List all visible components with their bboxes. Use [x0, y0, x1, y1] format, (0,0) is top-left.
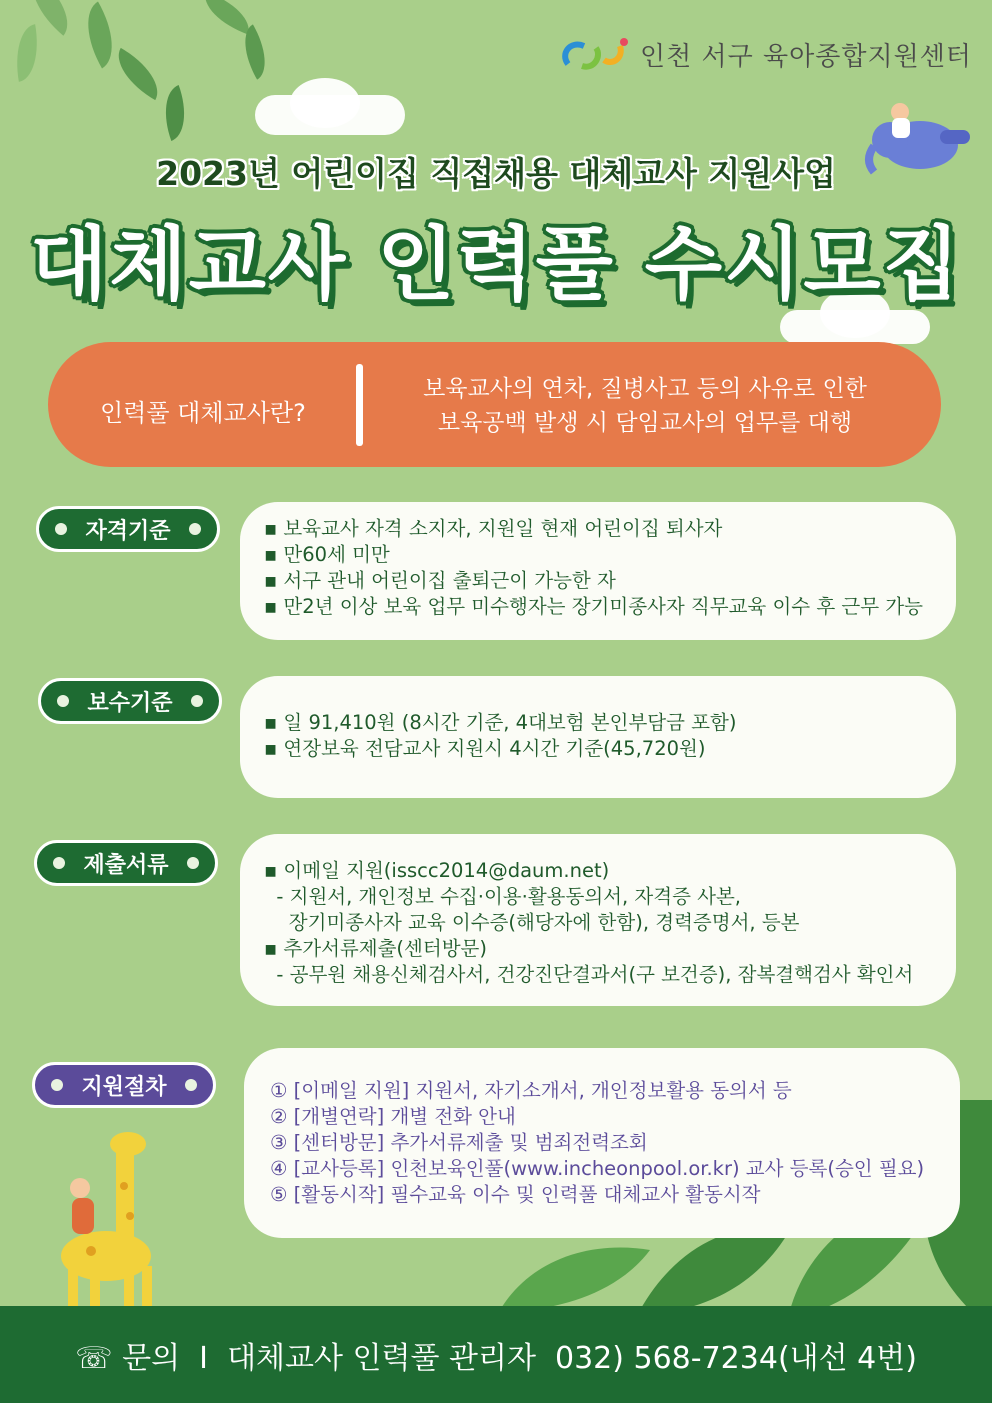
- section-label-text: 보수기준: [87, 690, 173, 716]
- list-item: ▪ 서구 관내 어린이집 출퇴근이 가능한 자: [264, 569, 616, 592]
- list-item: - 공무원 채용신체검사서, 건강진단결과서(구 보건증), 잠복결핵검사 확인서: [264, 963, 914, 986]
- list-item: ④ [교사등록] 인천보육인풀(www.incheonpool.or.kr) 교사 등록(승인 필요): [270, 1157, 925, 1180]
- intro-answer-line: 보육교사의 연차, 질병사고 등의 사유로 인한: [423, 376, 867, 402]
- cloud-top-bump: [290, 78, 360, 128]
- procedure-card: [244, 1048, 960, 1238]
- section-label-procedure: [32, 1062, 216, 1108]
- list-item: 장기미종사자 교육 이수증(해당자에 한함), 경력증명서, 등본: [264, 911, 800, 934]
- org-logo-icon: [560, 34, 632, 74]
- section-label-text: 제출서류: [83, 852, 169, 878]
- list-item: ▪ 보육교사 자격 소지자, 지원일 현재 어린이집 퇴사자: [264, 517, 723, 540]
- page-subtitle: 2023년 어린이집 직접채용 대체교사 지원사업: [156, 154, 836, 193]
- footer-contact: ☏ 문의 I 대체교사 인력풀 관리자 032) 568-7234(내선 4번): [75, 1341, 917, 1376]
- list-item: ③ [센터방문] 추가서류제출 및 범죄전력조회: [270, 1131, 648, 1154]
- section-label-qualification: [36, 506, 220, 552]
- list-item: ▪ 추가서류제출(센터방문): [264, 937, 487, 960]
- section-label-pay: [38, 678, 222, 724]
- section-label-text: 지원절차: [81, 1074, 167, 1100]
- list-item: ⑤ [활동시작] 필수교육 이수 및 인력풀 대체교사 활동시작: [270, 1183, 761, 1206]
- documents-card: [240, 834, 956, 1006]
- list-item: ▪ 일 91,410원 (8시간 기준, 4대보험 본인부담금 포함): [264, 711, 737, 734]
- list-item: ② [개별연락] 개별 전화 안내: [270, 1105, 516, 1128]
- list-item: ▪ 이메일 지원(isscc2014@daum.net): [264, 859, 610, 882]
- list-item: ▪ 만60세 미만: [264, 543, 390, 566]
- giraffe-illustration: [46, 1126, 176, 1316]
- qualification-card: [240, 502, 956, 640]
- list-item: - 지원서, 개인정보 수집·이용·활용동의서, 자격증 사본,: [264, 885, 741, 908]
- intro-divider: [356, 364, 363, 446]
- org-name: 인천 서구 육아종합지원센터: [640, 42, 972, 72]
- pay-card: [240, 676, 956, 798]
- section-label-documents: [34, 840, 218, 886]
- list-item: ▪ 만2년 이상 보육 업무 미수행자는 장기미종사자 직무교육 이수 후 근무 가능: [264, 595, 923, 618]
- list-item: ▪ 연장보육 전담교사 지원시 4시간 기준(45,720원): [264, 737, 706, 760]
- list-item: ① [이메일 지원] 지원서, 자기소개서, 개인정보활용 동의서 등: [270, 1079, 792, 1102]
- page-title: 대체교사 인력풀 수시모집: [30, 218, 962, 311]
- leaf-decoration-top-left: [0, 0, 300, 160]
- intro-question: 인력풀 대체교사란?: [100, 399, 306, 427]
- intro-answer: [380, 372, 910, 440]
- intro-answer-line: 보육공백 발생 시 담임교사의 업무를 대행: [437, 410, 853, 436]
- section-label-text: 자격기준: [85, 518, 171, 544]
